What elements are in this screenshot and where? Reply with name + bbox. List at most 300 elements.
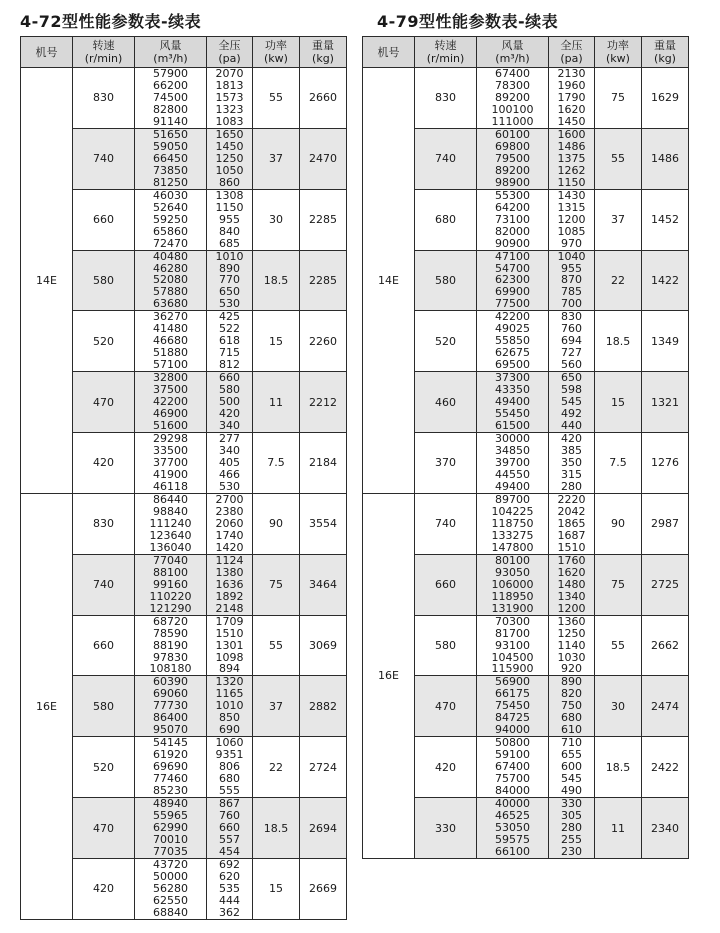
pressure-value: 280 [561, 479, 582, 493]
pressure-value: 1573 [215, 90, 244, 104]
weight-cell: 1276 [642, 433, 689, 494]
power-cell: 15 [595, 372, 642, 433]
flow-cell [477, 798, 549, 859]
pressure-value: 1200 [557, 212, 586, 226]
pressure-cell [549, 250, 595, 311]
pressure-value: 680 [219, 772, 240, 786]
flow-value: 49400 [495, 479, 530, 493]
pressure-value: 1085 [557, 224, 586, 238]
weight-cell: 2285 [300, 250, 347, 311]
flow-value: 62990 [153, 821, 188, 835]
power-cell: 90 [253, 493, 300, 554]
pressure-value: 530 [219, 479, 240, 493]
pressure-value: 727 [561, 346, 582, 360]
weight-cell: 1349 [642, 311, 689, 372]
power-cell: 37 [595, 189, 642, 250]
flow-value: 46118 [153, 479, 188, 493]
power-cell: 37 [253, 128, 300, 189]
pressure-header [207, 37, 253, 68]
flow-value: 51650 [153, 128, 188, 141]
flow-header-line: 风量 [159, 39, 182, 52]
pressure-value: 1380 [215, 565, 244, 579]
flow-value: 52640 [153, 200, 188, 214]
pressure-cell [549, 615, 595, 676]
flow-cell [477, 128, 549, 189]
flow-value: 62675 [495, 346, 530, 360]
flow-value: 33500 [153, 444, 188, 458]
pressure-value: 655 [561, 748, 582, 762]
pressure-value: 955 [561, 261, 582, 275]
power-cell: 55 [595, 128, 642, 189]
weight-cell: 2882 [300, 676, 347, 737]
pressure-value: 710 [561, 736, 582, 750]
flow-value: 63680 [153, 297, 188, 311]
flow-value: 55300 [495, 189, 530, 202]
pressure-value: 1687 [557, 528, 586, 542]
flow-value: 88190 [153, 638, 188, 652]
flow-value: 93100 [495, 638, 530, 652]
flow-value: 70300 [495, 615, 530, 628]
pressure-value: 305 [561, 809, 582, 823]
pressure-value: 750 [561, 699, 582, 713]
model-header [363, 37, 415, 68]
power-cell: 37 [253, 676, 300, 737]
flow-value: 136040 [149, 540, 192, 554]
flow-value: 81700 [495, 626, 530, 640]
power-cell: 22 [253, 737, 300, 798]
pressure-cell [207, 189, 253, 250]
pressure-value: 598 [561, 383, 582, 397]
power-cell: 55 [595, 615, 642, 676]
pressure-value: 1620 [557, 102, 586, 116]
flow-header-line: (m³/h) [153, 52, 188, 65]
pressure-value: 1060 [215, 736, 244, 750]
power-cell: 55 [253, 68, 300, 129]
speed-cell: 520 [73, 737, 135, 798]
pressure-value: 1250 [557, 626, 586, 640]
model-header [21, 37, 73, 68]
flow-value: 69800 [495, 139, 530, 153]
flow-value: 46030 [153, 189, 188, 202]
flow-value: 67400 [495, 67, 530, 80]
flow-value: 49400 [495, 395, 530, 409]
speed-cell: 420 [73, 433, 135, 494]
flow-value: 39700 [495, 456, 530, 469]
flow-value: 46680 [153, 334, 188, 348]
flow-value: 43720 [153, 858, 188, 871]
flow-cell [477, 189, 549, 250]
pressure-value: 830 [561, 310, 582, 324]
weight-cell: 2694 [300, 798, 347, 859]
flow-cell [477, 737, 549, 798]
flow-value: 84725 [495, 711, 530, 725]
pressure-value: 385 [561, 444, 582, 458]
pressure-value: 230 [561, 845, 582, 858]
pressure-value: 1301 [215, 638, 244, 652]
flow-value: 79500 [495, 151, 530, 165]
power-cell: 11 [253, 372, 300, 433]
speed-cell: 460 [415, 372, 477, 433]
speed-cell: 520 [415, 311, 477, 372]
flow-value: 51600 [153, 419, 188, 433]
flow-value: 41900 [153, 467, 188, 481]
pressure-value: 770 [219, 273, 240, 287]
pressure-value: 1315 [557, 200, 586, 214]
flow-value: 104225 [491, 504, 534, 518]
flow-value: 82000 [495, 224, 530, 238]
pressure-value: 1340 [557, 589, 586, 603]
flow-value: 37500 [153, 383, 188, 397]
pressure-value: 970 [561, 236, 582, 250]
pressure-cell [207, 554, 253, 615]
flow-value: 121290 [149, 601, 192, 615]
flow-cell [135, 798, 207, 859]
pressure-value: 890 [561, 675, 582, 689]
pressure-cell [207, 433, 253, 494]
flow-value: 66450 [153, 151, 188, 165]
pressure-value: 420 [561, 432, 582, 446]
power-cell: 18.5 [253, 250, 300, 311]
pressure-value: 1140 [557, 638, 586, 652]
flow-cell [477, 372, 549, 433]
flow-value: 73100 [495, 212, 530, 226]
flow-value: 46280 [153, 261, 188, 275]
pressure-value: 1760 [557, 554, 586, 567]
pressure-value: 812 [219, 358, 240, 372]
flow-value: 90900 [495, 236, 530, 250]
pressure-value: 920 [561, 662, 582, 676]
flow-value: 73850 [153, 163, 188, 177]
pressure-cell [549, 433, 595, 494]
pressure-value: 1420 [215, 540, 244, 554]
flow-header-line: (m³/h) [495, 52, 530, 65]
speed-header-line: 转速 [92, 39, 115, 52]
pressure-value: 1010 [215, 250, 244, 263]
pressure-value: 618 [219, 334, 240, 348]
speed-cell: 580 [73, 250, 135, 311]
speed-cell: 830 [415, 68, 477, 129]
model-cell: 16E [363, 493, 415, 858]
pressure-value: 1790 [557, 90, 586, 104]
flow-value: 37300 [495, 371, 530, 385]
weight-cell: 1321 [642, 372, 689, 433]
flow-value: 97830 [153, 650, 188, 664]
pressure-value: 1010 [215, 699, 244, 713]
flow-value: 65860 [153, 224, 188, 238]
flow-value: 61920 [153, 748, 188, 762]
pressure-cell [549, 493, 595, 554]
pressure-header-line: 全压 [218, 39, 241, 52]
pressure-cell [549, 68, 595, 129]
model-cell: 14E [21, 68, 73, 494]
pressure-value: 1450 [557, 114, 586, 128]
table-row [363, 68, 689, 129]
pressure-value: 277 [219, 432, 240, 446]
flow-cell [135, 311, 207, 372]
flow-value: 54700 [495, 261, 530, 275]
flow-value: 77460 [153, 772, 188, 786]
flow-value: 49025 [495, 322, 530, 336]
pressure-cell [549, 798, 595, 859]
pressure-value: 454 [219, 845, 240, 858]
pressure-value: 9351 [215, 748, 244, 762]
pressure-value: 1450 [215, 139, 244, 153]
flow-value: 43350 [495, 383, 530, 397]
pressure-value: 690 [219, 723, 240, 737]
speed-cell: 660 [73, 189, 135, 250]
power-cell: 75 [595, 68, 642, 129]
pressure-value: 1510 [215, 626, 244, 640]
pressure-cell [207, 128, 253, 189]
flow-value: 104500 [491, 650, 534, 664]
flow-value: 42200 [153, 395, 188, 409]
pressure-cell [207, 737, 253, 798]
pressure-value: 560 [561, 358, 582, 372]
flow-value: 110220 [149, 589, 192, 603]
pressure-value: 490 [561, 784, 582, 798]
pressure-value: 1250 [215, 151, 244, 165]
flow-value: 77730 [153, 699, 188, 713]
left-table-body [21, 68, 347, 920]
pressure-value: 620 [219, 869, 240, 883]
flow-value: 55965 [153, 809, 188, 823]
flow-value: 62300 [495, 273, 530, 287]
pressure-header-line: 全压 [560, 39, 583, 52]
power-header-line: (kw) [606, 52, 630, 65]
flow-cell [135, 372, 207, 433]
speed-cell: 580 [73, 676, 135, 737]
flow-value: 53050 [495, 821, 530, 835]
weight-cell: 2660 [300, 68, 347, 129]
flow-cell [135, 615, 207, 676]
flow-value: 56900 [495, 675, 530, 689]
pressure-value: 255 [561, 833, 582, 847]
pressure-value: 650 [219, 285, 240, 299]
speed-cell: 740 [73, 128, 135, 189]
pressure-value: 280 [561, 821, 582, 835]
pressure-value: 1600 [557, 128, 586, 141]
weight-cell: 2184 [300, 433, 347, 494]
pressure-cell [549, 128, 595, 189]
pressure-value: 1430 [557, 189, 586, 202]
flow-value: 56280 [153, 881, 188, 895]
pressure-value: 1709 [215, 615, 244, 628]
right-spec-table [362, 36, 689, 859]
flow-value: 69690 [153, 760, 188, 774]
model-cell: 16E [21, 493, 73, 919]
flow-value: 29298 [153, 432, 188, 446]
speed-cell: 580 [415, 250, 477, 311]
pressure-value: 1124 [215, 554, 244, 567]
pressure-cell [549, 737, 595, 798]
power-cell: 15 [253, 858, 300, 919]
pressure-value: 840 [219, 224, 240, 238]
pressure-value: 500 [219, 395, 240, 409]
flow-value: 77035 [153, 845, 188, 858]
pressure-cell [207, 615, 253, 676]
pressure-value: 557 [219, 833, 240, 847]
pressure-value: 2220 [557, 493, 586, 506]
table-row [21, 68, 347, 129]
pressure-value: 530 [219, 297, 240, 311]
power-cell: 30 [253, 189, 300, 250]
weight-header [300, 37, 347, 68]
flow-cell [477, 68, 549, 129]
pressure-value: 660 [219, 821, 240, 835]
model-header-line: 机号 [35, 45, 58, 59]
flow-value: 60390 [153, 675, 188, 689]
flow-value: 62550 [153, 893, 188, 907]
flow-cell [135, 433, 207, 494]
flow-value: 115900 [491, 662, 534, 676]
weight-cell: 1629 [642, 68, 689, 129]
flow-value: 131900 [491, 601, 534, 615]
flow-value: 69500 [495, 358, 530, 372]
speed-cell: 660 [415, 554, 477, 615]
pressure-value: 700 [561, 297, 582, 311]
speed-header [415, 37, 477, 68]
flow-cell [477, 554, 549, 615]
weight-cell: 2474 [642, 676, 689, 737]
pressure-value: 715 [219, 346, 240, 360]
pressure-value: 1098 [215, 650, 244, 664]
pressure-value: 1486 [557, 139, 586, 153]
pressure-cell [549, 189, 595, 250]
pressure-value: 867 [219, 797, 240, 811]
flow-value: 37700 [153, 456, 188, 469]
pressure-value: 555 [219, 784, 240, 798]
pressure-value: 330 [561, 797, 582, 811]
power-header [253, 37, 300, 68]
pressure-value: 955 [219, 212, 240, 226]
flow-value: 40480 [153, 250, 188, 263]
pressure-value: 1650 [215, 128, 244, 141]
pressure-value: 1960 [557, 78, 586, 92]
flow-value: 59575 [495, 833, 530, 847]
flow-value: 40000 [495, 797, 530, 811]
pressure-value: 340 [219, 419, 240, 433]
flow-cell [135, 250, 207, 311]
power-cell: 15 [253, 311, 300, 372]
pressure-value: 660 [219, 371, 240, 385]
flow-cell [135, 554, 207, 615]
flow-value: 32800 [153, 371, 188, 385]
speed-cell: 470 [415, 676, 477, 737]
flow-cell [135, 858, 207, 919]
speed-cell: 420 [73, 858, 135, 919]
flow-value: 30000 [495, 432, 530, 446]
pressure-value: 1892 [215, 589, 244, 603]
flow-value: 77500 [495, 297, 530, 311]
pressure-header-line: (pa) [218, 52, 241, 65]
pressure-value: 860 [219, 175, 240, 189]
pressure-value: 760 [219, 809, 240, 823]
flow-value: 147800 [491, 540, 534, 554]
flow-value: 54145 [153, 736, 188, 750]
flow-value: 60100 [495, 128, 530, 141]
flow-value: 98840 [153, 504, 188, 518]
pressure-value: 1200 [557, 601, 586, 615]
flow-value: 106000 [491, 577, 534, 591]
flow-value: 57100 [153, 358, 188, 372]
pressure-cell [549, 676, 595, 737]
speed-header-line: (r/min) [426, 52, 465, 65]
flow-value: 84000 [495, 784, 530, 798]
flow-value: 48940 [153, 797, 188, 811]
pressure-cell [207, 311, 253, 372]
pressure-value: 870 [561, 273, 582, 287]
pressure-value: 820 [561, 687, 582, 701]
pressure-value: 2130 [557, 67, 586, 80]
flow-value: 44550 [495, 467, 530, 481]
flow-cell [477, 615, 549, 676]
table-row [21, 493, 347, 554]
table-row [363, 493, 689, 554]
flow-value: 70010 [153, 833, 188, 847]
flow-value: 75700 [495, 772, 530, 786]
power-cell: 7.5 [253, 433, 300, 494]
flow-value: 69060 [153, 687, 188, 701]
pressure-value: 425 [219, 310, 240, 324]
pressure-value: 1636 [215, 577, 244, 591]
pressure-value: 545 [561, 395, 582, 409]
flow-cell [135, 128, 207, 189]
power-cell: 18.5 [595, 737, 642, 798]
power-cell: 18.5 [253, 798, 300, 859]
pressure-value: 694 [561, 334, 582, 348]
speed-cell: 420 [415, 737, 477, 798]
pressure-value: 1030 [557, 650, 586, 664]
right-table-body [363, 68, 689, 859]
speed-cell: 680 [415, 189, 477, 250]
pressure-value: 1813 [215, 78, 244, 92]
pressure-value: 2042 [557, 504, 586, 518]
flow-value: 99160 [153, 577, 188, 591]
flow-value: 34850 [495, 444, 530, 458]
model-header-line: 机号 [377, 45, 400, 59]
pressure-value: 535 [219, 881, 240, 895]
pressure-value: 1262 [557, 163, 586, 177]
pressure-cell [207, 372, 253, 433]
flow-value: 111240 [149, 516, 192, 530]
flow-cell [135, 676, 207, 737]
weight-cell: 2987 [642, 493, 689, 554]
speed-header-line: 转速 [434, 39, 457, 52]
weight-cell: 1452 [642, 189, 689, 250]
pressure-cell [549, 554, 595, 615]
pressure-value: 1040 [557, 250, 586, 263]
weight-cell: 2285 [300, 189, 347, 250]
pressure-value: 405 [219, 456, 240, 469]
weight-cell: 2260 [300, 311, 347, 372]
pressure-value: 1165 [215, 687, 244, 701]
weight-cell: 2669 [300, 858, 347, 919]
flow-value: 89200 [495, 163, 530, 177]
weight-cell: 3554 [300, 493, 347, 554]
pressure-value: 2380 [215, 504, 244, 518]
pressure-value: 1050 [215, 163, 244, 177]
flow-header [477, 37, 549, 68]
right-header-row [363, 37, 689, 68]
pressure-value: 2060 [215, 516, 244, 530]
flow-cell [477, 493, 549, 554]
flow-value: 81250 [153, 175, 188, 189]
flow-value: 64200 [495, 200, 530, 214]
flow-value: 67400 [495, 760, 530, 774]
flow-value: 52080 [153, 273, 188, 287]
pressure-value: 466 [219, 467, 240, 481]
pressure-header-line: (pa) [560, 52, 583, 65]
